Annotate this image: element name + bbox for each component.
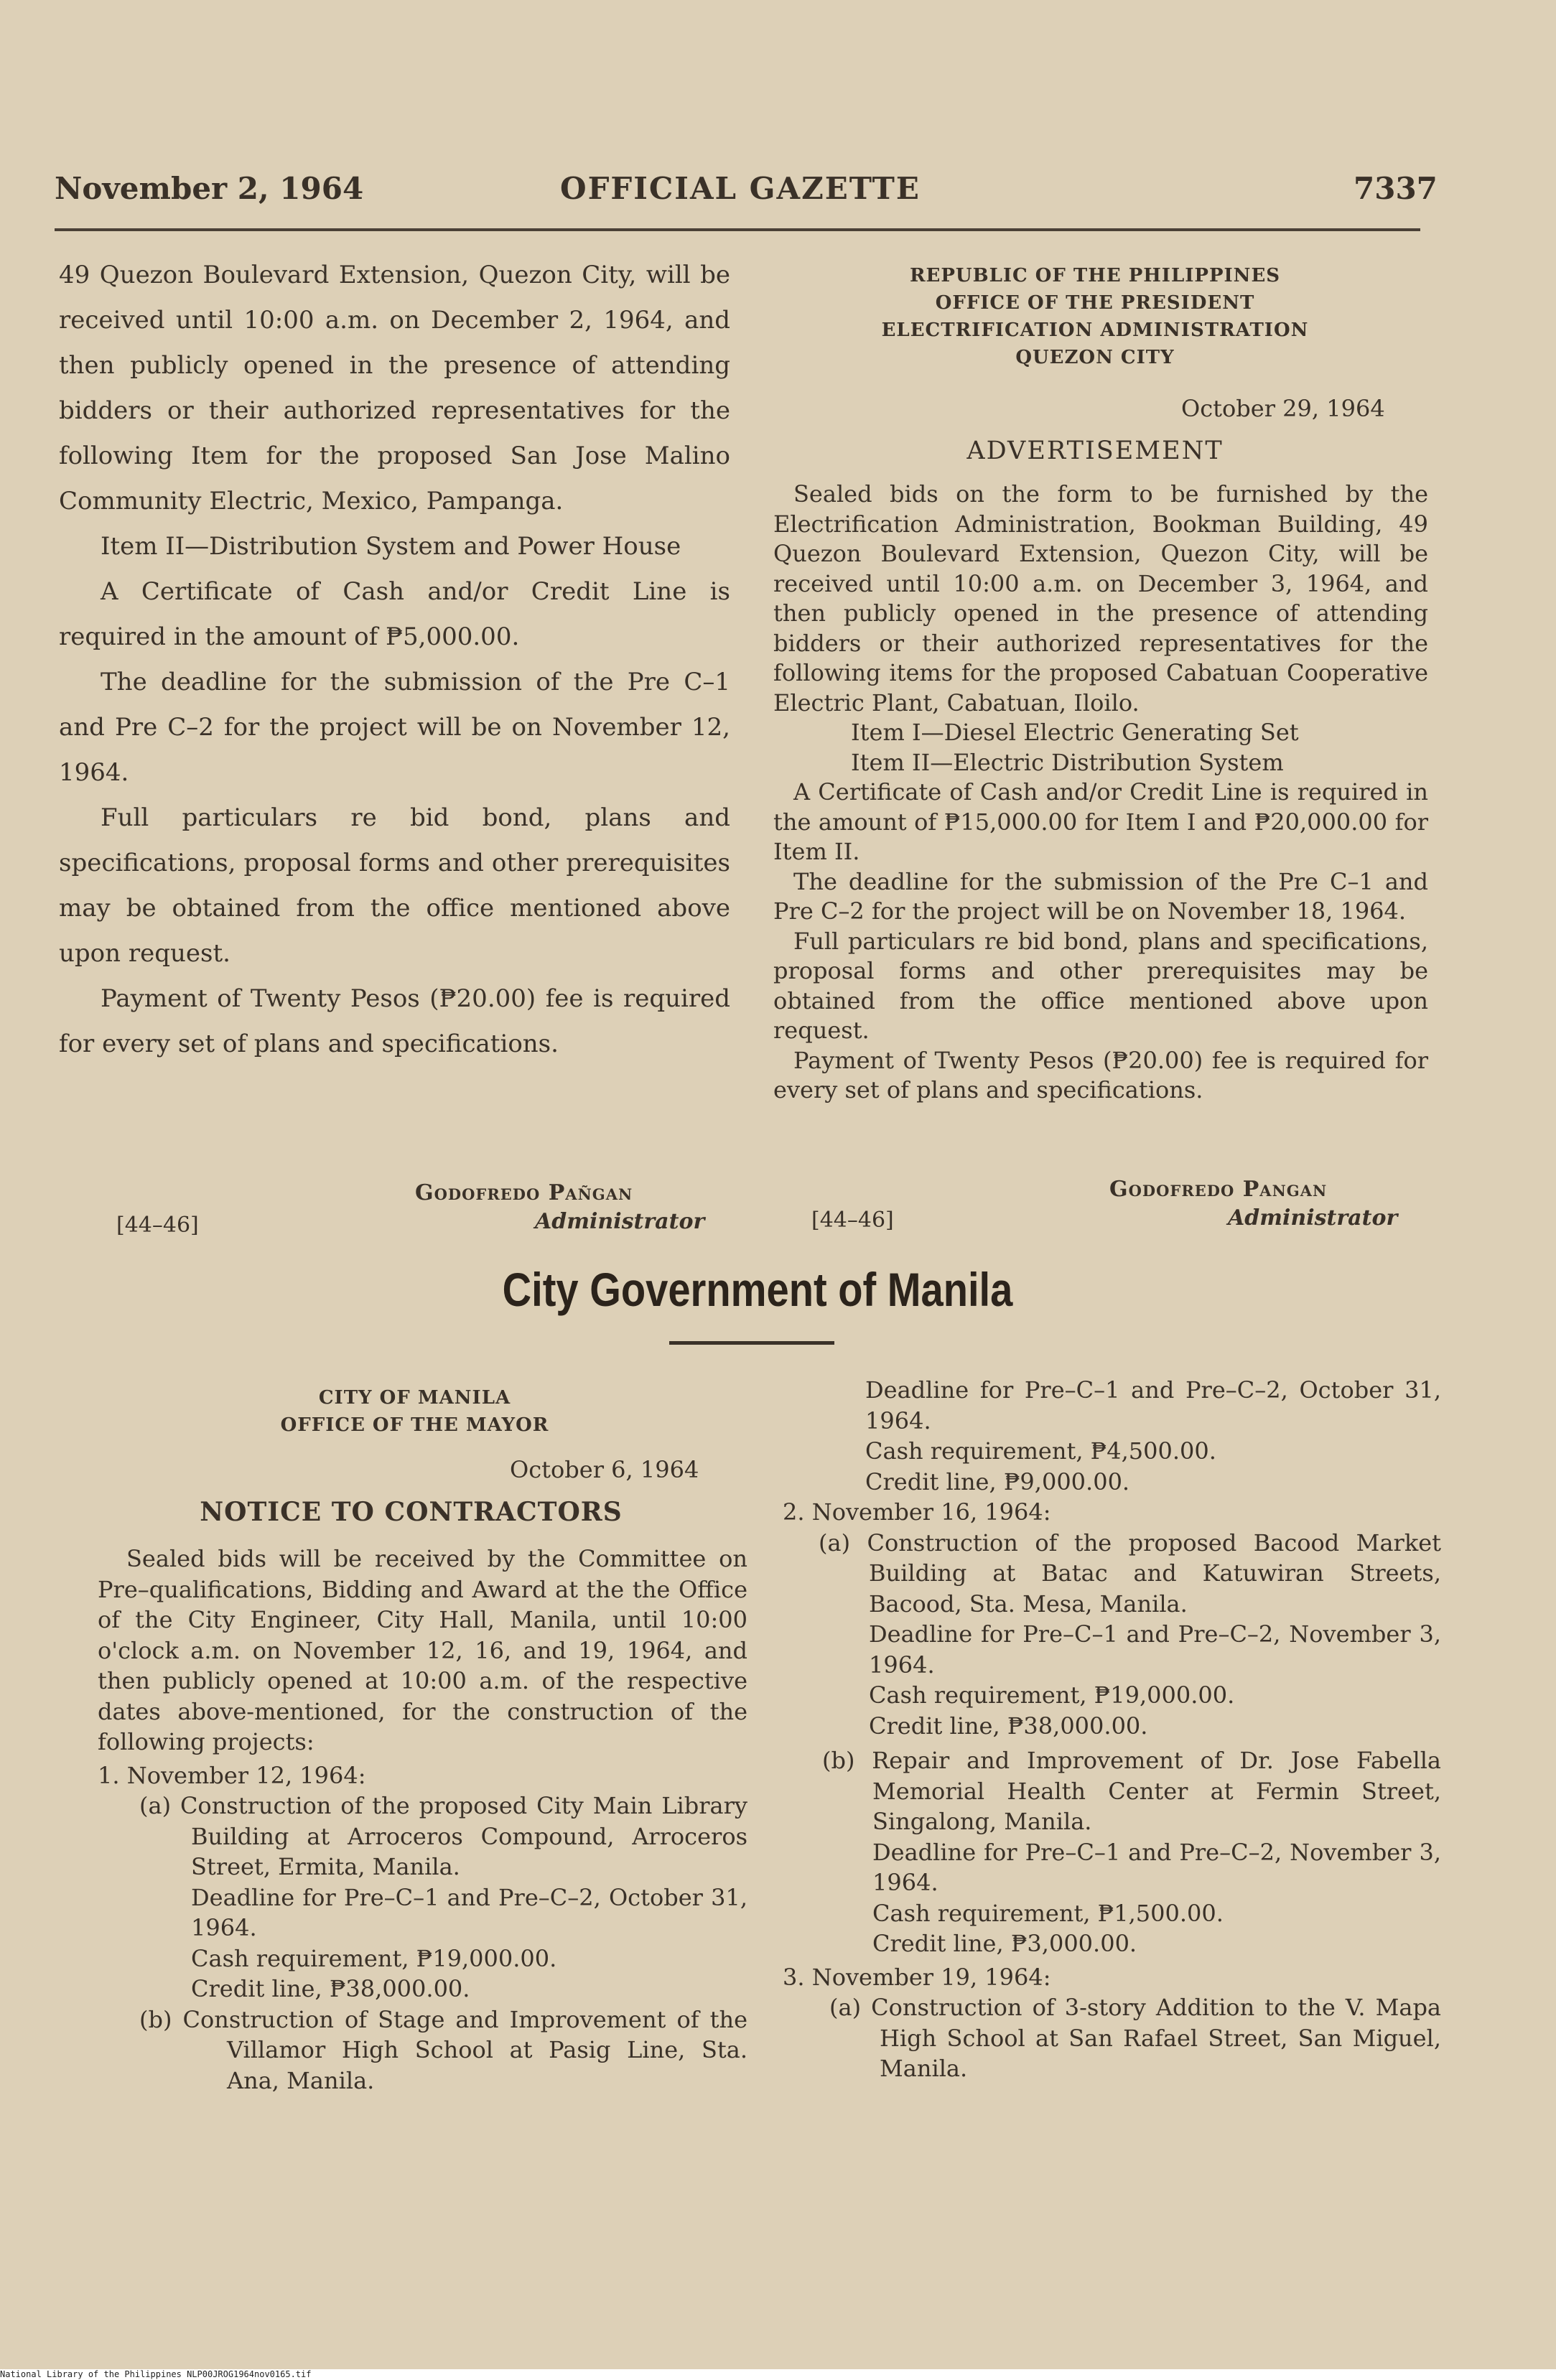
header-date: November 2, 1964 (55, 171, 364, 206)
manila-left-column (98, 1544, 747, 2096)
left-para1: 49 Quezon Boulevard Extension, Quezon City, will be received until 10:00 a.m. on December 2, 1964, and then publicly opened in the presence of attending bidders or their authorized representatives for the following Item for the proposed San Jose Malino Community Electric, Mexico, Pampanga. (59, 261, 730, 515)
agency-line: QUEZON CITY (1015, 347, 1175, 368)
manila-agency-line: CITY OF MANILA (318, 1387, 511, 1409)
manila-right-column (783, 1375, 1441, 2084)
right-item2: Item II—Electric Distribution System (851, 748, 1284, 776)
right-date: October 29, 1964 (1181, 395, 1385, 422)
manila-agency-block (122, 1384, 707, 1439)
manila-n2a: (a) Construction of the proposed Bacood Market Building at Batac and Katuwiran Streets, Bacood, Sta. Mesa, Manila. (819, 1529, 1441, 1618)
right-signer-title: Administrator (1228, 1205, 1398, 1231)
right-item1: Item I—Diesel Electric Generating Set (851, 719, 1299, 746)
manila-n1a: (a) Construction of the proposed City Main Library Building at Arroceros Compound, Arroceros Street, Ermita, Manila. (139, 1792, 747, 1880)
manila-n1a-credit: Credit line, ₱38,000.00. (191, 1975, 470, 2002)
manila-n2b: (b) Repair and Improvement of Dr. Jose Fabella Memorial Health Center at Fermin Street, Singalong, Manila. (822, 1747, 1441, 1835)
right-para1: Sealed bids on the form to be furnished by the Electrification Administration, Bookman Building, 49 Quezon Boulevard Extension, Quezon City, will be received until 10:00 a.m. on December 3, 1964, and then publicly opened in the presence of attending bidders or their authorized representatives for the following items for the proposed Cabatuan Cooperative Electric Plant, Cabatuan, Iloilo. (773, 480, 1428, 717)
manila-agency-line: OFFICE OF THE MAYOR (280, 1414, 549, 1436)
manila-n1a-deadline: Deadline for Pre–C–1 and Pre–C–2, October 31, 1964. (191, 1883, 747, 1941)
left-para3: The deadline for the submission of the Pre C–1 and Pre C–2 for the project will be on November 12, 1964. (59, 668, 730, 787)
manila-intro: Sealed bids will be received by the Committee on Pre–qualifications, Bidding and Award at the the Office of the City Engineer, City Hall, Manila, until 10:00 o'clock a.m. on November 12, 16, and 19, 1964, and then publicly opened at 10:00 a.m. of the respective dates above-mentioned, for the construction of the following projects: (98, 1545, 747, 1755)
left-para2: A Certificate of Cash and/or Credit Line is required in the amount of ₱5,000.00. (59, 577, 730, 651)
manila-date: October 6, 1964 (510, 1456, 699, 1483)
header-rule (55, 228, 1420, 231)
page-number: 7337 (1354, 171, 1438, 206)
manila-heading: NOTICE TO CONTRACTORS (200, 1497, 623, 1527)
manila-n1: 1. November 12, 1964: (98, 1761, 366, 1789)
manila-n2b-deadline: Deadline for Pre–C–1 and Pre–C–2, November 3, 1964. (872, 1838, 1441, 1896)
right-heading: ADVERTISEMENT (966, 437, 1224, 465)
right-agency-block (775, 262, 1415, 371)
left-notice (59, 253, 730, 1067)
right-para5: Payment of Twenty Pesos (₱20.00) fee is required for every set of plans and specifications. (773, 1046, 1428, 1103)
manila-n2b-cash: Cash requirement, ₱1,500.00. (872, 1899, 1224, 1927)
header-title: OFFICIAL GAZETTE (560, 171, 921, 206)
manila-n1a-cash: Cash requirement, ₱19,000.00. (191, 1944, 557, 1972)
right-para4: Full particulars re bid bond, plans and specifications, proposal forms and other prerequisites may be obtained from the office mentioned above upon request. (773, 927, 1428, 1044)
scan-footer: National Library of the Philippines NLP00JROG1964nov0165.tif (0, 2369, 1556, 2380)
agency-line: OFFICE OF THE PRESIDENT (935, 292, 1255, 314)
left-signer-title: Administrator (535, 1209, 705, 1234)
manila-n3: 3. November 19, 1964: (783, 1963, 1051, 1991)
right-para3: The deadline for the submission of the Pre C–1 and Pre C–2 for the project will be on November 18, 1964. (773, 867, 1428, 925)
manila-n2a-credit: Credit line, ₱38,000.00. (869, 1712, 1148, 1740)
left-para5: Payment of Twenty Pesos (₱20.00) fee is required for every set of plans and specifications. (59, 984, 730, 1058)
manila-n2b-credit: Credit line, ₱3,000.00. (872, 1930, 1137, 1957)
left-para4: Full particulars re bid bond, plans and specifications, proposal forms and other prerequisites may be obtained from the office mentioned above upon request. (59, 803, 730, 968)
agency-line: ELECTRIFICATION ADMINISTRATION (881, 319, 1309, 341)
left-ref: [44–46] (116, 1213, 199, 1238)
manila-n1b-deadline: Deadline for Pre–C–1 and Pre–C–2, October 31, 1964. (865, 1376, 1441, 1434)
manila-n2a-cash: Cash requirement, ₱19,000.00. (869, 1681, 1235, 1709)
right-ref: [44–46] (811, 1208, 894, 1233)
manila-n3a: (a) Construction of 3-story Addition to the V. Mapa High School at San Rafael Street, San Miguel, Manila. (829, 1994, 1441, 2082)
manila-n1b-credit: Credit line, ₱9,000.00. (865, 1467, 1130, 1495)
left-item: Item II—Distribution System and Power House (101, 532, 681, 561)
section-rule (669, 1341, 834, 1345)
right-notice (773, 480, 1428, 1106)
left-signer: Godofredo Pañgan (415, 1180, 633, 1205)
manila-n1b-cash: Cash requirement, ₱4,500.00. (865, 1437, 1216, 1465)
right-signer: Godofredo Pangan (1109, 1177, 1328, 1202)
manila-n2: 2. November 16, 1964: (783, 1498, 1051, 1526)
section-title: City Government of Manila (502, 1263, 1013, 1316)
manila-n2a-deadline: Deadline for Pre–C–1 and Pre–C–2, November 3, 1964. (869, 1620, 1441, 1679)
right-para2: A Certificate of Cash and/or Credit Line is required in the amount of ₱15,000.00 for Item I and ₱20,000.00 for Item II. (773, 778, 1428, 865)
manila-n1b: (b) Construction of Stage and Improvement of the Villamor High School at Pasig Line, Sta. Ana, Manila. (139, 2005, 747, 2094)
agency-line: REPUBLIC OF THE PHILIPPINES (909, 265, 1281, 286)
